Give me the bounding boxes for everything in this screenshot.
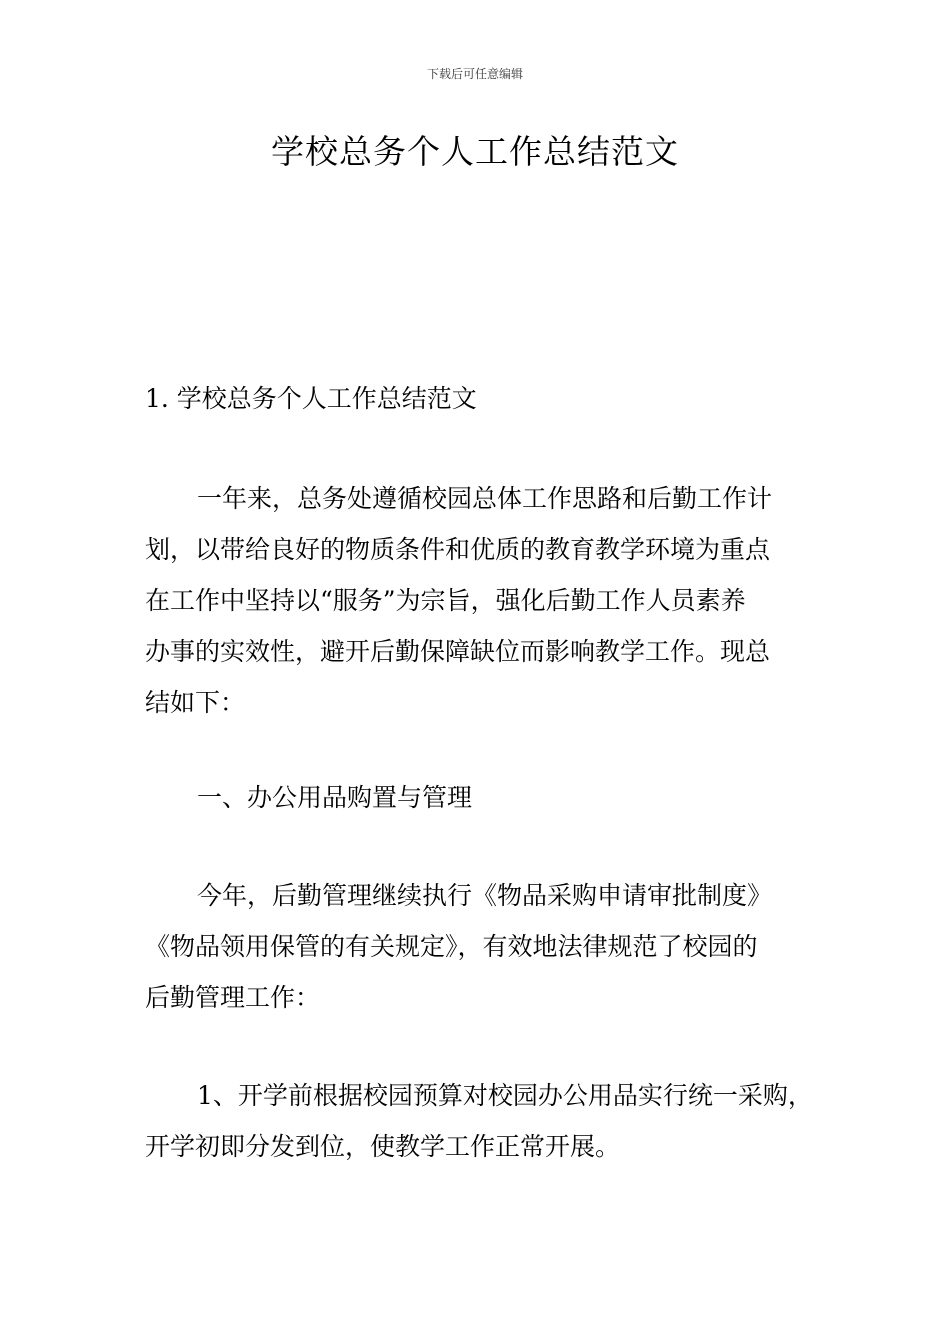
paragraph-line: 结如下：	[145, 688, 246, 717]
paragraph-line: 在工作中坚持以“服务”为宗旨，强化后勤工作人员素养	[145, 586, 746, 615]
subheading-office-supplies	[145, 772, 830, 823]
paragraph-line: 1、开学前根据校园预算对校园办公用品实行统一采购，	[197, 1081, 813, 1110]
intro-paragraph	[145, 473, 830, 728]
paragraph-line: 今年，后勤管理继续执行《物品采购申请审批制度》	[197, 881, 773, 910]
paragraph-management	[145, 870, 830, 1023]
paragraph-line: 办事的实效性，避开后勤保障缺位而影响教学工作。现总	[145, 637, 771, 666]
section-heading-text: 1. 学校总务个人工作总结范文	[145, 384, 477, 413]
paragraph-line: 《物品领用保管的有关规定》，有效地法律规范了校园的	[145, 932, 758, 961]
document-title: 学校总务个人工作总结范文	[271, 132, 679, 171]
paragraph-line: 开学初即分发到位，使教学工作正常开展。	[145, 1132, 621, 1161]
paragraph-line: 一年来，总务处遵循校园总体工作思路和后勤工作计	[197, 484, 773, 513]
paragraph-line: 后勤管理工作：	[145, 983, 321, 1012]
section-heading	[145, 373, 830, 424]
header-note: 下载后可任意编辑	[426, 67, 523, 81]
paragraph-line: 划，以带给良好的物质条件和优质的教育教学环境为重点	[145, 535, 771, 564]
subheading-text: 一、办公用品购置与管理	[197, 783, 473, 812]
paragraph-procurement	[145, 1070, 830, 1172]
